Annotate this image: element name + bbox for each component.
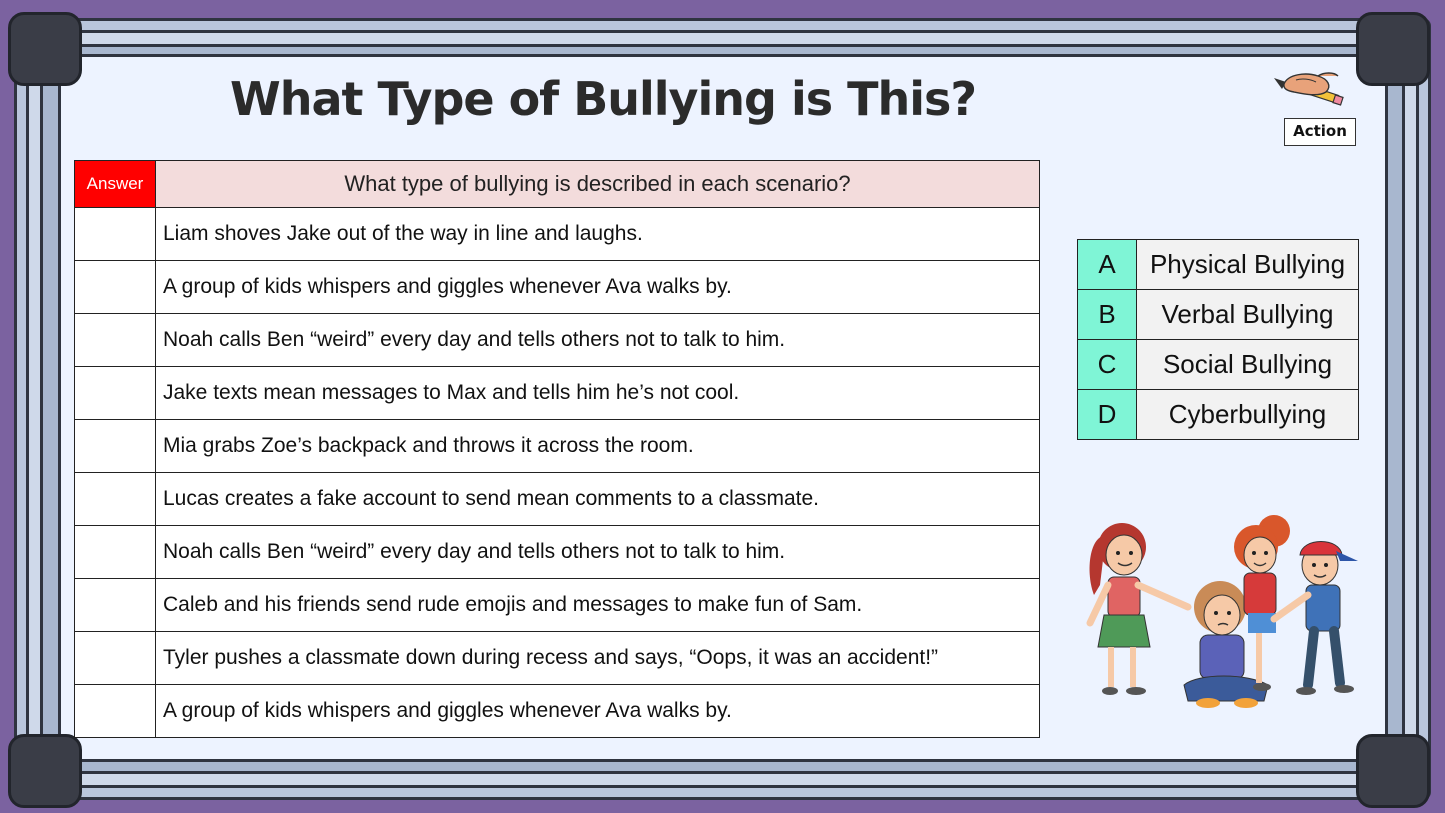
frame-corner-top-right — [1356, 12, 1430, 86]
scenario-text: Mia grabs Zoe’s backpack and throws it across the room. — [156, 420, 1040, 473]
answer-cell[interactable] — [75, 526, 156, 579]
scenario-text: Noah calls Ben “weird” every day and tells others not to talk to him. — [156, 314, 1040, 367]
option-label: Physical Bullying — [1137, 240, 1359, 290]
table-row — [75, 526, 1040, 579]
hand-writing-pencil-icon — [1268, 70, 1348, 118]
table-row — [75, 208, 1040, 261]
page-title: What Type of Bullying is This? — [230, 72, 977, 126]
option-label: Cyberbullying — [1137, 390, 1359, 440]
table-row — [75, 632, 1040, 685]
frame-corner-bottom-left — [8, 734, 82, 808]
table-row — [75, 473, 1040, 526]
girl-pointing-figure — [1090, 523, 1188, 695]
answer-cell[interactable] — [75, 208, 156, 261]
option-label: Verbal Bullying — [1137, 290, 1359, 340]
scenario-text: Lucas creates a fake account to send mean comments to a classmate. — [156, 473, 1040, 526]
frame-corner-bottom-right — [1356, 734, 1430, 808]
option-letter: C — [1078, 340, 1137, 390]
table-row — [75, 685, 1040, 738]
boy-with-cap-figure — [1274, 542, 1358, 696]
table-row — [75, 420, 1040, 473]
question-column-header: What type of bullying is described in each scenario? — [156, 161, 1040, 208]
answer-cell[interactable] — [75, 685, 156, 738]
answer-cell[interactable] — [75, 261, 156, 314]
option-letter: D — [1078, 390, 1137, 440]
option-row — [1078, 240, 1359, 290]
scenario-text: Caleb and his friends send rude emojis and messages to make fun of Sam. — [156, 579, 1040, 632]
answer-cell[interactable] — [75, 367, 156, 420]
answer-cell[interactable] — [75, 314, 156, 367]
scenario-text: Noah calls Ben “weird” every day and tells others not to talk to him. — [156, 526, 1040, 579]
scenario-table — [74, 160, 1040, 738]
action-label: Action — [1284, 118, 1356, 146]
option-label: Social Bullying — [1137, 340, 1359, 390]
action-badge — [1268, 70, 1360, 150]
answer-options-table — [1077, 239, 1359, 440]
scenario-text: Tyler pushes a classmate down during recess and says, “Oops, it was an accident!” — [156, 632, 1040, 685]
option-row — [1078, 290, 1359, 340]
scenario-text: Jake texts mean messages to Max and tells him he’s not cool. — [156, 367, 1040, 420]
table-row — [75, 261, 1040, 314]
table-header-row — [75, 161, 1040, 208]
answer-cell[interactable] — [75, 473, 156, 526]
answer-column-header: Answer — [75, 161, 156, 208]
option-row — [1078, 390, 1359, 440]
scenario-text: A group of kids whispers and giggles whenever Ava walks by. — [156, 685, 1040, 738]
option-letter: B — [1078, 290, 1137, 340]
answer-cell[interactable] — [75, 632, 156, 685]
table-row — [75, 367, 1040, 420]
option-row — [1078, 340, 1359, 390]
answer-cell[interactable] — [75, 579, 156, 632]
scenario-text: A group of kids whispers and giggles whenever Ava walks by. — [156, 261, 1040, 314]
table-row — [75, 579, 1040, 632]
scenario-text: Liam shoves Jake out of the way in line and laughs. — [156, 208, 1040, 261]
answer-cell[interactable] — [75, 420, 156, 473]
table-row — [75, 314, 1040, 367]
children-bullying-illustration — [1078, 515, 1368, 715]
frame-corner-top-left — [8, 12, 82, 86]
option-letter: A — [1078, 240, 1137, 290]
